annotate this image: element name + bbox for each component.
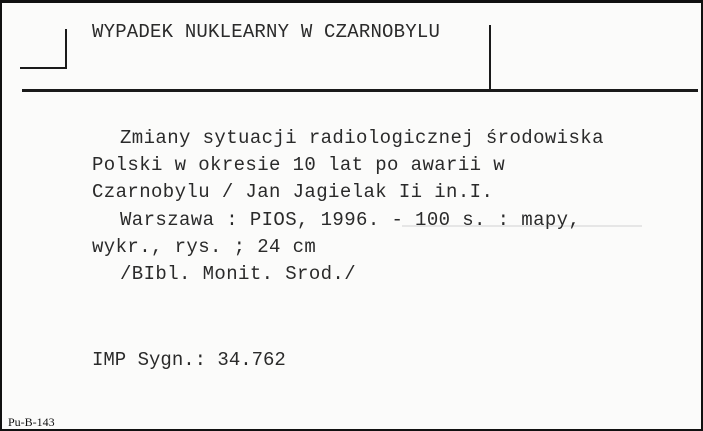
description-line: Czarnobylu / Jan Jagielak Ii in.I. bbox=[92, 181, 494, 203]
card-id-label: Pu-B-143 bbox=[8, 415, 55, 429]
description-line: Polski w okresie 10 lat po awarii w bbox=[92, 154, 506, 176]
corner-bracket-horizontal bbox=[20, 67, 67, 69]
heading-separator bbox=[22, 89, 698, 92]
shelfmark: IMP Sygn.: 34.762 bbox=[92, 349, 286, 371]
description-line: Warszawa : PIOS, 1996. - 100 s. : mapy, bbox=[120, 209, 581, 231]
subject-heading: WYPADEK NUKLEARNY W CZARNOBYLU bbox=[92, 21, 441, 43]
heading-vertical-rule bbox=[489, 25, 491, 91]
description-line: wykr., rys. ; 24 cm bbox=[92, 236, 317, 258]
description-line: /BIbl. Monit. Srod./ bbox=[120, 263, 357, 285]
corner-bracket-vertical bbox=[65, 29, 67, 69]
description-line: Zmiany sytuacji radiologicznej środowiska bbox=[120, 127, 604, 149]
